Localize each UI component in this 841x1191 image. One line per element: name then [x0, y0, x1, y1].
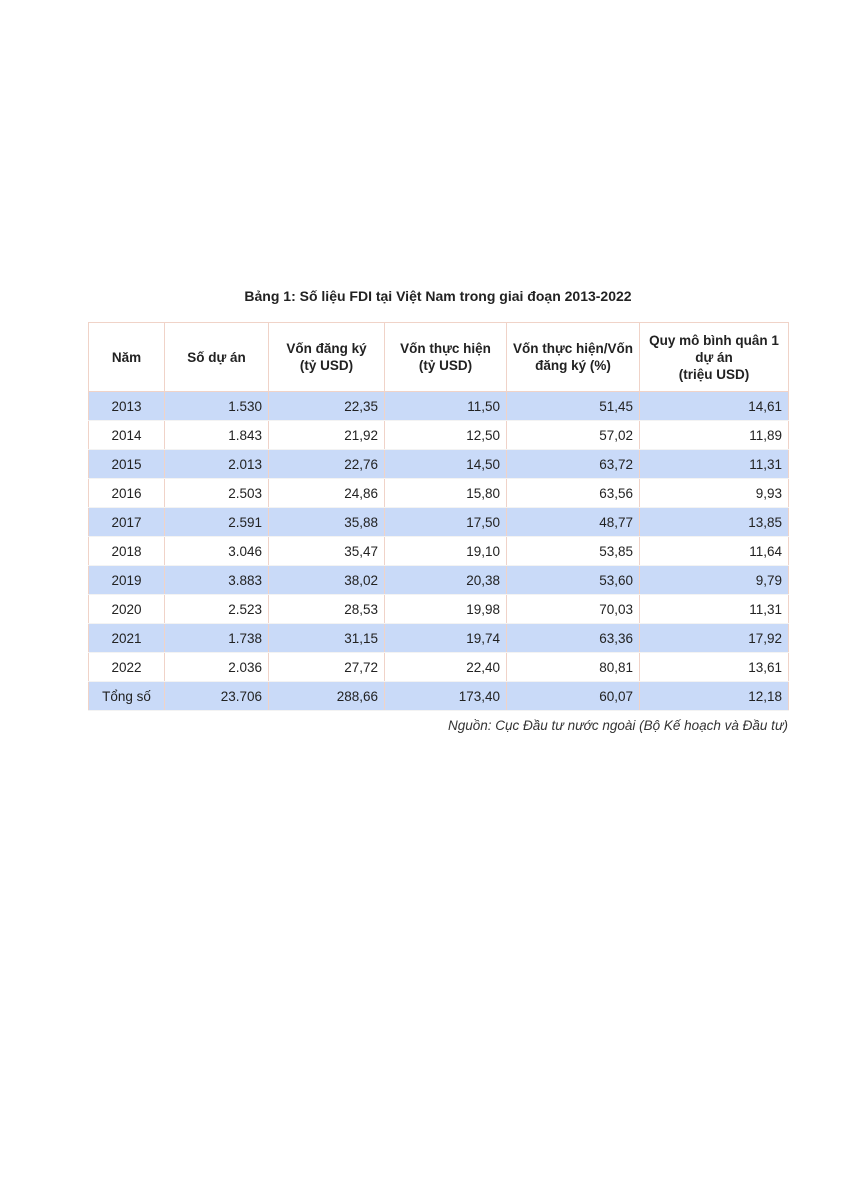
- cell-avg-size: 11,89: [640, 421, 789, 450]
- cell-ratio: 53,85: [507, 537, 640, 566]
- cell-year: 2017: [89, 508, 165, 537]
- cell-implemented: 11,50: [385, 392, 507, 421]
- table-row: [89, 392, 789, 421]
- cell-registered: 288,66: [269, 682, 385, 711]
- table-row: [89, 508, 789, 537]
- cell-avg-size: 13,85: [640, 508, 789, 537]
- header-implementation-ratio: [507, 323, 640, 392]
- cell-ratio: 51,45: [507, 392, 640, 421]
- header-registered-capital: [269, 323, 385, 392]
- cell-ratio: 48,77: [507, 508, 640, 537]
- cell-year: 2013: [89, 392, 165, 421]
- cell-projects: 2.036: [165, 653, 269, 682]
- table-row: [89, 479, 789, 508]
- cell-avg-size: 9,79: [640, 566, 789, 595]
- cell-registered: 31,15: [269, 624, 385, 653]
- table-row: [89, 624, 789, 653]
- header-projects: [165, 323, 269, 392]
- cell-projects: 1.530: [165, 392, 269, 421]
- cell-projects: 2.013: [165, 450, 269, 479]
- cell-ratio: 63,72: [507, 450, 640, 479]
- cell-implemented: 20,38: [385, 566, 507, 595]
- cell-implemented: 19,10: [385, 537, 507, 566]
- cell-avg-size: 17,92: [640, 624, 789, 653]
- cell-year: 2014: [89, 421, 165, 450]
- cell-registered: 22,76: [269, 450, 385, 479]
- cell-projects: 2.503: [165, 479, 269, 508]
- cell-registered: 21,92: [269, 421, 385, 450]
- table-total-row: [89, 682, 789, 711]
- cell-implemented: 12,50: [385, 421, 507, 450]
- table-row: [89, 566, 789, 595]
- cell-year: 2018: [89, 537, 165, 566]
- cell-year: 2021: [89, 624, 165, 653]
- cell-year: 2015: [89, 450, 165, 479]
- cell-registered: 35,47: [269, 537, 385, 566]
- cell-implemented: 19,74: [385, 624, 507, 653]
- cell-avg-size: 13,61: [640, 653, 789, 682]
- cell-ratio: 53,60: [507, 566, 640, 595]
- table-caption: Bảng 1: Số liệu FDI tại Việt Nam trong giai đoạn 2013-2022: [244, 288, 632, 304]
- cell-implemented: 22,40: [385, 653, 507, 682]
- cell-implemented: 19,98: [385, 595, 507, 624]
- cell-projects: 1.738: [165, 624, 269, 653]
- source-note: Nguồn: Cục Đầu tư nước ngoài (Bộ Kế hoạch và Đầu tư): [447, 718, 788, 733]
- cell-projects: 3.883: [165, 566, 269, 595]
- cell-implemented: 14,50: [385, 450, 507, 479]
- cell-registered: 22,35: [269, 392, 385, 421]
- table-row: [89, 421, 789, 450]
- header-line: Vốn đăng ký: [286, 341, 367, 356]
- cell-avg-size: 12,18: [640, 682, 789, 711]
- cell-projects: 3.046: [165, 537, 269, 566]
- table-row: [89, 653, 789, 682]
- header-line: Vốn thực hiện/Vốn: [512, 341, 634, 356]
- header-line: Số dự án: [187, 349, 246, 365]
- header-line: Vốn thực hiện: [400, 341, 491, 356]
- cell-year: 2019: [89, 566, 165, 595]
- cell-avg-size: 11,64: [640, 537, 789, 566]
- table-row: [89, 595, 789, 624]
- cell-ratio: 70,03: [507, 595, 640, 624]
- cell-total-label: Tổng số: [89, 682, 165, 711]
- table-header-row: [89, 323, 789, 392]
- header-line: Năm: [111, 349, 142, 365]
- cell-projects: 23.706: [165, 682, 269, 711]
- cell-ratio: 60,07: [507, 682, 640, 711]
- header-average-project-size: [640, 323, 789, 392]
- header-line: Quy mô bình quân 1: [649, 332, 779, 348]
- cell-ratio: 57,02: [507, 421, 640, 450]
- cell-implemented: 17,50: [385, 508, 507, 537]
- cell-registered: 28,53: [269, 595, 385, 624]
- cell-projects: 2.591: [165, 508, 269, 537]
- cell-registered: 38,02: [269, 566, 385, 595]
- cell-avg-size: 11,31: [640, 595, 789, 624]
- cell-projects: 2.523: [165, 595, 269, 624]
- cell-year: 2016: [89, 479, 165, 508]
- cell-ratio: 63,36: [507, 624, 640, 653]
- cell-ratio: 63,56: [507, 479, 640, 508]
- header-line: đăng ký (%): [535, 358, 611, 373]
- cell-avg-size: 11,31: [640, 450, 789, 479]
- table-row: [89, 450, 789, 479]
- cell-year: 2022: [89, 653, 165, 682]
- header-line: dự án: [695, 349, 733, 365]
- header-line: (tỷ USD): [418, 358, 473, 373]
- cell-implemented: 173,40: [385, 682, 507, 711]
- cell-year: 2020: [89, 595, 165, 624]
- cell-projects: 1.843: [165, 421, 269, 450]
- cell-registered: 24,86: [269, 479, 385, 508]
- fdi-table: [88, 322, 789, 711]
- header-implemented-capital: [385, 323, 507, 392]
- header-line: (tỷ USD): [299, 358, 354, 373]
- header-line: (triệu USD): [678, 366, 750, 382]
- cell-avg-size: 9,93: [640, 479, 789, 508]
- table-row: [89, 537, 789, 566]
- cell-registered: 35,88: [269, 508, 385, 537]
- cell-avg-size: 14,61: [640, 392, 789, 421]
- header-year: [89, 323, 165, 392]
- cell-implemented: 15,80: [385, 479, 507, 508]
- cell-registered: 27,72: [269, 653, 385, 682]
- cell-ratio: 80,81: [507, 653, 640, 682]
